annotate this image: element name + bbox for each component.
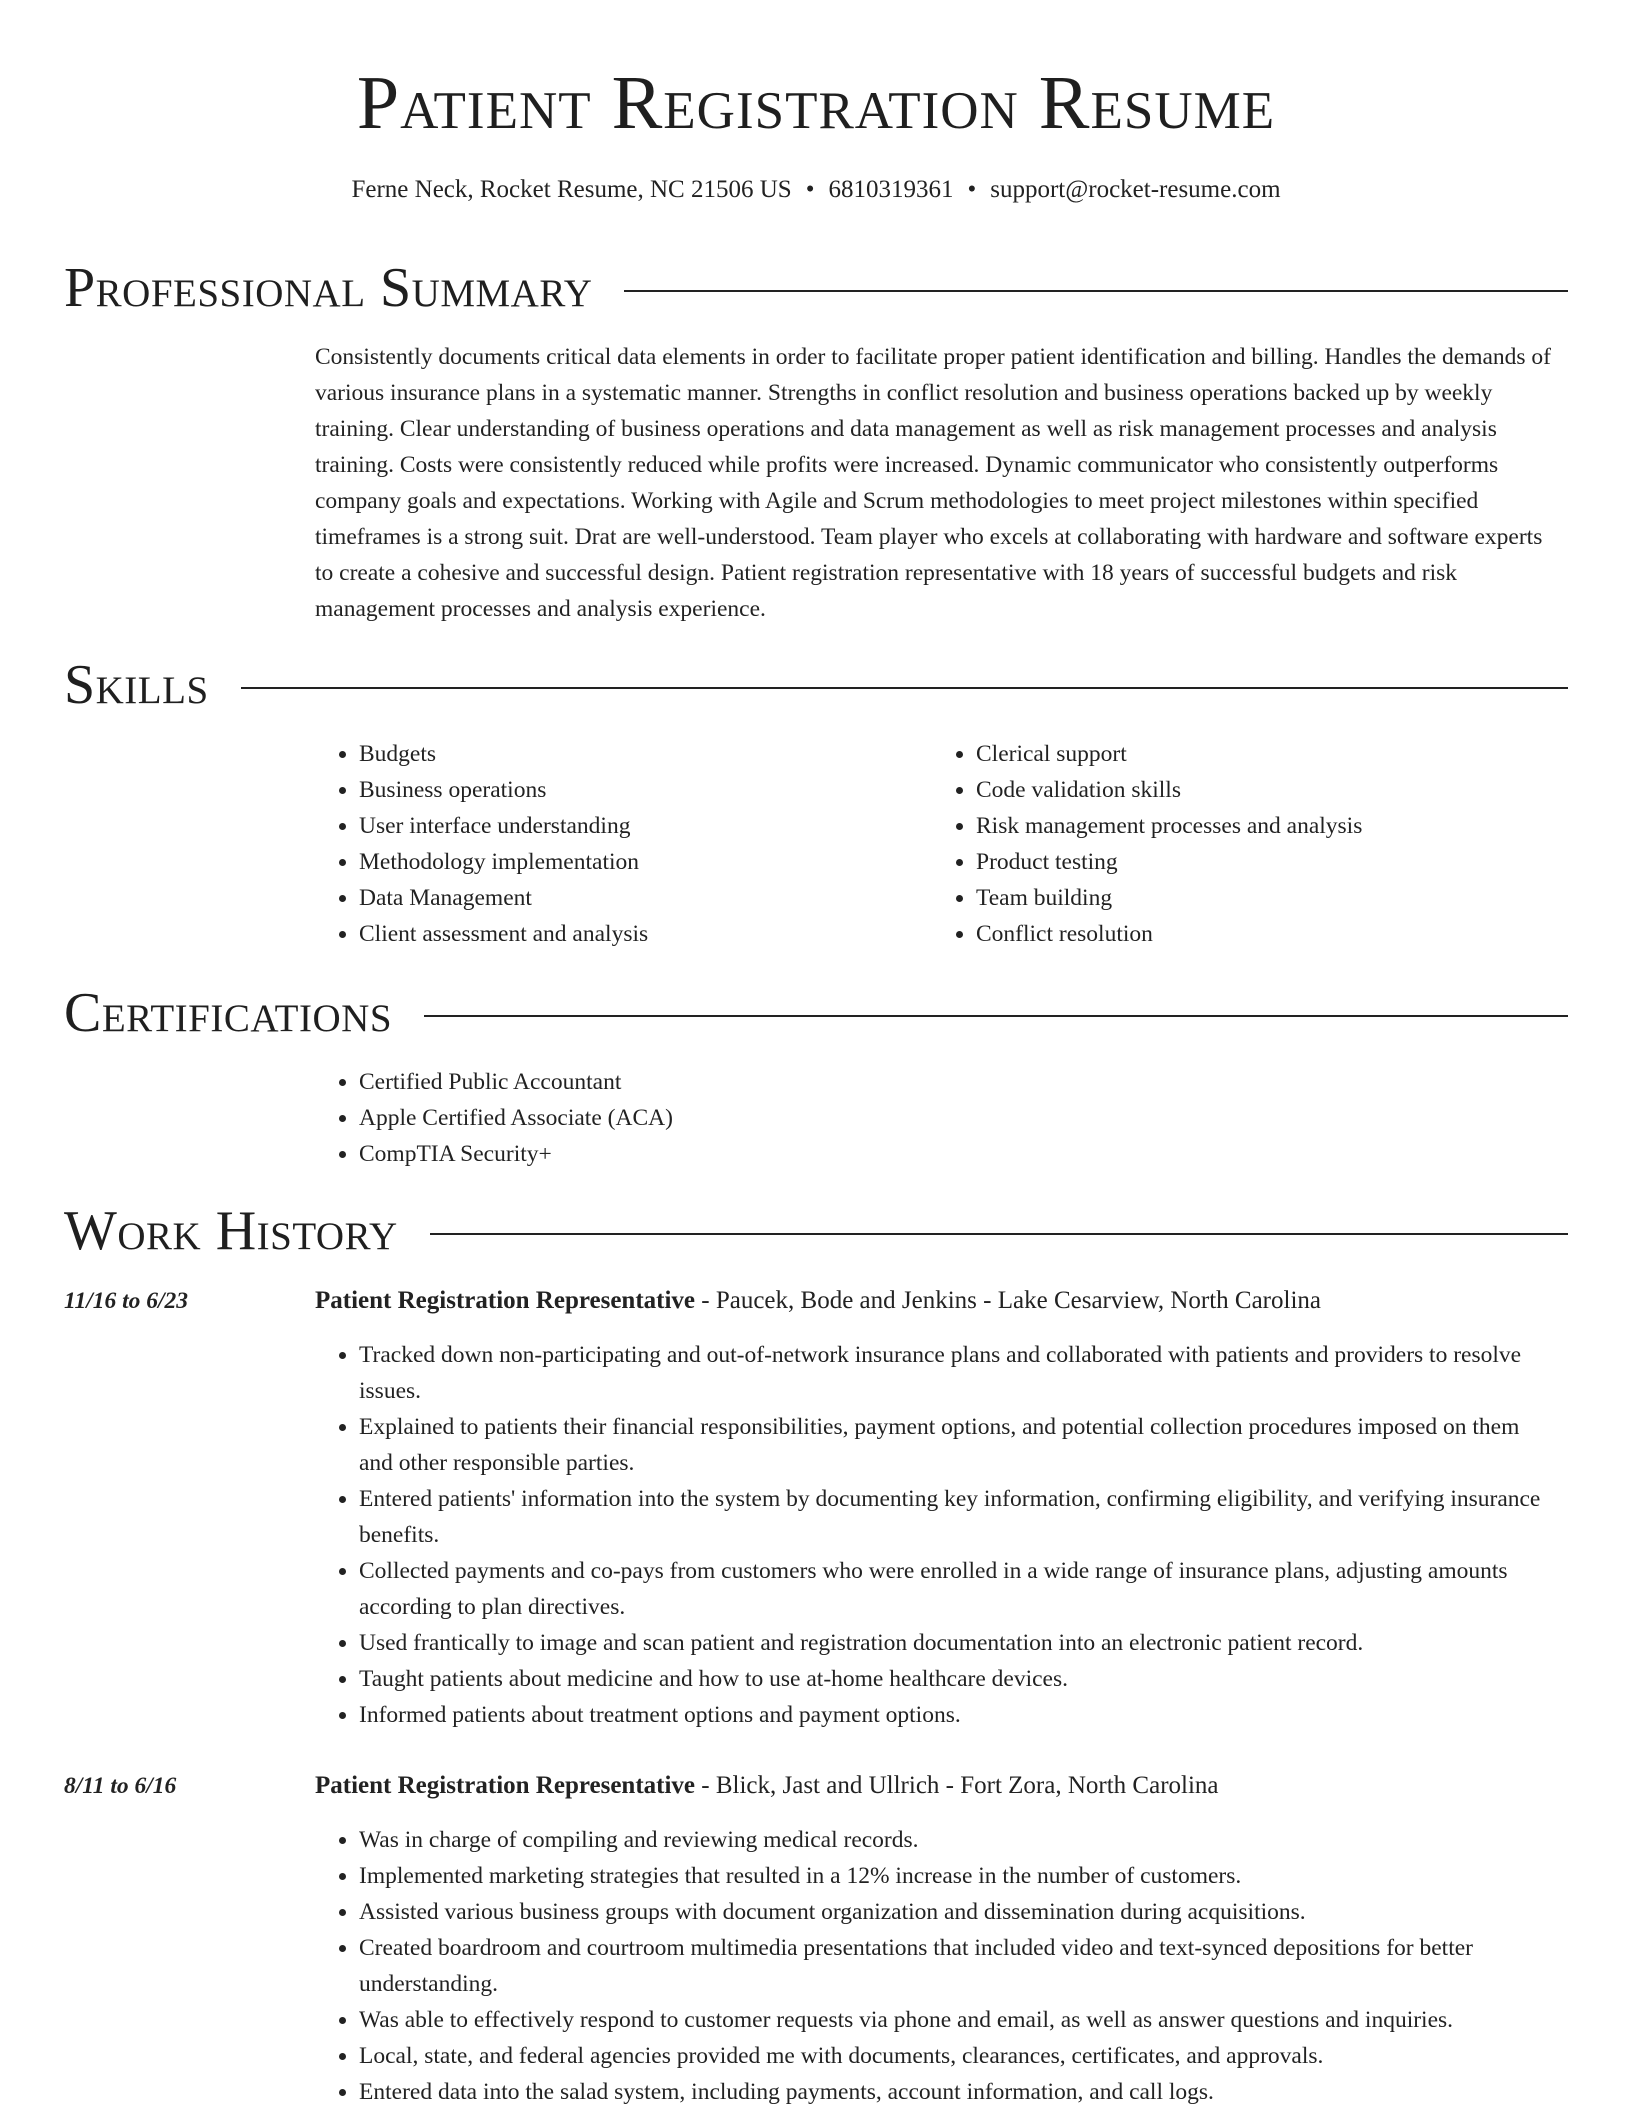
skill-item: • Code validation skills xyxy=(976,772,1532,808)
job-duties xyxy=(315,1337,1555,1733)
job-duty-item: • Entered data into the salad system, including payments, account information, and call logs. xyxy=(359,2074,1555,2110)
job-heading xyxy=(315,1768,1219,1804)
skills-column-right xyxy=(932,736,1532,952)
skills-list-right xyxy=(932,736,1532,952)
job-duty-item: • Was in charge of compiling and reviewing medical records. xyxy=(359,1822,1555,1858)
skill-item: • Client assessment and analysis xyxy=(359,916,915,952)
job-duty-item: • Assisted various business groups with document organization and dissemination during acquisitions. xyxy=(359,1894,1555,1930)
job-duty-item: • Was able to effectively respond to customer requests via phone and email, as well as answer questions and inquiries. xyxy=(359,2002,1555,2038)
job-duty-item: • Implemented marketing strategies that resulted in a 12% increase in the number of customers. xyxy=(359,1858,1555,1894)
certifications-list-container xyxy=(315,1064,1215,1172)
job-duties-list xyxy=(315,1822,1555,2110)
job-duty-item: • Created boardroom and courtroom multimedia presentations that included video and text-synced depositions for better understanding. xyxy=(359,1930,1555,2002)
section-divider xyxy=(424,1015,1568,1017)
certifications-list xyxy=(315,1064,1215,1172)
section-title: Professional Summary xyxy=(64,257,593,319)
section-divider xyxy=(241,687,1568,689)
skills-column-left xyxy=(315,736,915,952)
contact-phone: 6810319361 xyxy=(828,176,954,203)
job-duties-list xyxy=(315,1337,1555,1733)
section-heading-skills xyxy=(64,653,1568,717)
skill-item: • Conflict resolution xyxy=(976,916,1532,952)
section-heading-summary xyxy=(64,256,1568,320)
summary-text: Consistently documents critical data elements in order to facilitate proper patient identification and billing. Handles the demands of various insurance plans in a systematic manner. Strengths in conflict resolution and business operations backed up by weekly training. Clear understanding of business operations and data management as well as risk management processes and analysis training. Costs were consistently reduced while profits were increased. Dynamic communicator who consistently outperforms company goals and expectations. Working with Agile and Scrum methodologies to meet project milestones within specified timeframes is a strong suit. Drat are well-understood. Team player who excels at collaborating with hardware and software experts to create a cohesive and successful design. Patient registration representative with 18 years of successful budgets and risk management processes and analysis experience. xyxy=(315,344,1551,622)
section-title: Certifications xyxy=(64,982,393,1044)
job-duty-item: • Explained to patients their financial responsibilities, payment options, and potential collection procedures imposed on them and other responsible parties. xyxy=(359,1409,1555,1481)
section-heading-certifications xyxy=(64,981,1568,1045)
contact-address: Ferne Neck, Rocket Resume, NC 21506 US xyxy=(351,176,792,203)
skill-item: • Budgets xyxy=(359,736,915,772)
job-dates: 11/16 to 6/23 xyxy=(64,1288,189,1314)
job-dates: 8/11 to 6/16 xyxy=(64,1773,177,1799)
job-duties xyxy=(315,1822,1555,2110)
section-heading-work-history xyxy=(64,1199,1568,1263)
section-title: Skills xyxy=(64,654,209,716)
job-heading xyxy=(315,1283,1321,1319)
contact-line xyxy=(0,175,1632,205)
job-duty-item: • Tracked down non-participating and out-of-network insurance plans and collaborated with patients and providers to resolve issues. xyxy=(359,1337,1555,1409)
job-duty-item: • Taught patients about medicine and how to use at-home healthcare devices. xyxy=(359,1661,1555,1697)
job-duty-item: • Collected payments and co-pays from customers who were enrolled in a wide range of insurance plans, adjusting amounts according to plan directives. xyxy=(359,1553,1555,1625)
skills-list-left xyxy=(315,736,915,952)
job-title: Patient Registration Representative xyxy=(315,1772,696,1799)
skill-item: • Business operations xyxy=(359,772,915,808)
contact-separator: • xyxy=(805,176,815,203)
job-duty-item: • Entered patients' information into the system by documenting key information, confirming eligibility, and verifying insurance benefits. xyxy=(359,1481,1555,1553)
section-divider xyxy=(624,290,1568,292)
contact-separator: • xyxy=(967,176,977,203)
certification-item: • Certified Public Accountant xyxy=(359,1064,1215,1100)
skill-item: • Clerical support xyxy=(976,736,1532,772)
job-duty-item: • Used frantically to image and scan patient and registration documentation into an electronic patient record. xyxy=(359,1625,1555,1661)
job-employer-location: - Blick, Jast and Ullrich - Fort Zora, North Carolina xyxy=(695,1772,1219,1799)
skill-item: • Methodology implementation xyxy=(359,844,915,880)
skill-item: • Team building xyxy=(976,880,1532,916)
section-divider xyxy=(430,1233,1568,1235)
skill-item: • Product testing xyxy=(976,844,1532,880)
job-duty-item: • Local, state, and federal agencies provided me with documents, clearances, certificates, and approvals. xyxy=(359,2038,1555,2074)
section-title: Work History xyxy=(64,1200,398,1262)
skill-item: • Data Management xyxy=(359,880,915,916)
skill-item: • Risk management processes and analysis xyxy=(976,808,1532,844)
certification-item: • Apple Certified Associate (ACA) xyxy=(359,1100,1215,1136)
contact-email: support@rocket-resume.com xyxy=(990,176,1281,203)
job-title: Patient Registration Representative xyxy=(315,1287,696,1314)
certification-item: • CompTIA Security+ xyxy=(359,1136,1215,1172)
job-employer-location: - Paucek, Bode and Jenkins - Lake Cesarview, North Carolina xyxy=(695,1287,1321,1314)
skill-item: • User interface understanding xyxy=(359,808,915,844)
page-title: Patient Registration Resume xyxy=(356,61,1276,145)
job-duty-item: • Informed patients about treatment options and payment options. xyxy=(359,1697,1555,1733)
